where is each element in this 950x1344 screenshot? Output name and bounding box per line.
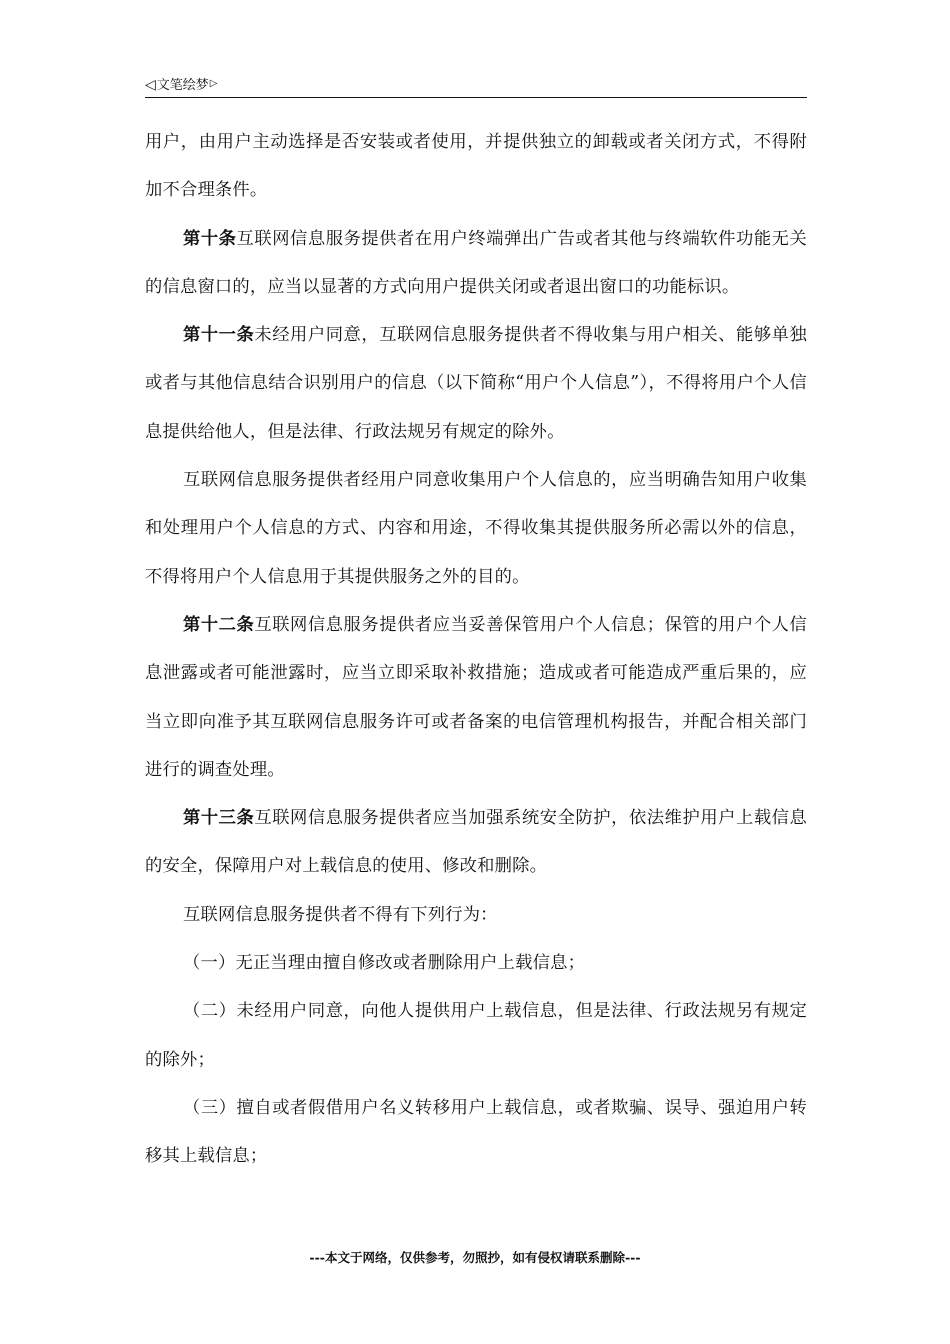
article-10 [145,215,807,312]
paragraph-text: （一）无正当理由擅自修改或者删除用户上载信息； [183,953,586,974]
paragraph-text: 互联网信息服务提供者应当加强系统安全防护，依法维护用户上载信息的安全，保障用户对上载信息的使用、修改和删除。 [145,808,807,877]
article-heading: 第十条 [183,228,237,249]
article-heading: 第十二条 [183,614,255,635]
paragraph-text: 未经用户同意，互联网信息服务提供者不得收集与用户相关、能够单独或者与其他信息结合识别用户的信息（以下简称“用户个人信息”），不得将用户个人信息提供给他人，但是法律、行政法规另有规定的除外。 [145,325,807,442]
page-header [145,74,807,98]
triangle-left-icon: ◁ [145,77,156,93]
list-item-3 [145,1084,807,1181]
article-11 [145,311,807,456]
paragraph-text: 互联网信息服务提供者应当妥善保管用户个人信息；保管的用户个人信息泄露或者可能泄露时，应当立即采取补救措施；造成或者可能造成严重后果的，应当立即向准予其互联网信息服务许可或者备案的电信管理机构报告，并配合相关部门进行的调查处理。 [145,614,807,780]
paragraph-text: 互联网信息服务提供者经用户同意收集用户个人信息的，应当明确告知用户收集和处理用户个人信息的方式、内容和用途，不得收集其提供服务所必需以外的信息，不得将用户个人信息用于其提供服务之外的目的。 [145,470,807,587]
paragraph-text: 互联网信息服务提供者在用户终端弹出广告或者其他与终端软件功能无关的信息窗口的，应当以显著的方式向用户提供关闭或者退出窗口的功能标识。 [145,228,807,297]
article-12 [145,601,807,794]
header-title: 文笔绘梦 [156,78,209,93]
article-13-paragraph-2 [145,891,807,939]
paragraph-continuation [145,118,807,215]
paragraph-text: 互联网信息服务提供者不得有下列行为： [183,904,498,925]
article-13 [145,794,807,891]
paragraph-text: 用户，由用户主动选择是否安装或者使用，并提供独立的卸载或者关闭方式，不得附加不合理条件。 [145,132,807,201]
article-11-paragraph-2 [145,456,807,601]
triangle-right-icon: ▷ [209,78,218,89]
list-item-1 [145,939,807,987]
article-heading: 第十一条 [183,325,255,346]
document-body [145,118,807,1181]
paragraph-text: （三）擅自或者假借用户名义转移用户上载信息，或者欺骗、误导、强迫用户转移其上载信息； [145,1097,807,1167]
page-footer: ---本文于网络，仅供参考，勿照抄，如有侵权请联系删除--- [309,1250,641,1265]
list-item-2 [145,987,807,1084]
article-heading: 第十三条 [183,808,255,829]
paragraph-text: （二）未经用户同意，向他人提供用户上载信息，但是法律、行政法规另有规定的除外； [145,1001,807,1070]
